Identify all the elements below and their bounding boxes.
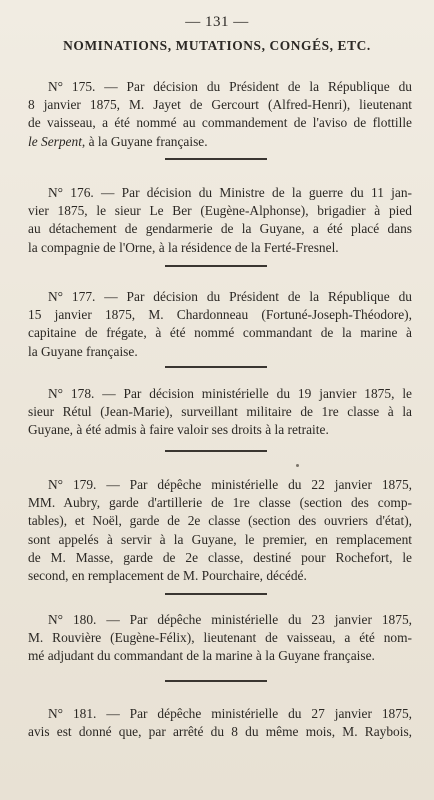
separator-rule bbox=[165, 593, 267, 595]
entry-line: N° 176. — Par décision du Ministre de la guerre du 11 jan- bbox=[48, 185, 412, 200]
separator-rule bbox=[165, 158, 267, 160]
separator-rule bbox=[165, 680, 267, 682]
separator-rule bbox=[165, 366, 267, 368]
entry-line bbox=[28, 133, 412, 151]
entry-line: la Guyane française. bbox=[28, 343, 138, 359]
entry-line: au détachement de gendarmerie de la Guyane, a été placé dans bbox=[28, 221, 412, 237]
entry-line: mé adjudant du commandant de la marine à la Guyane française. bbox=[28, 648, 375, 664]
entry-line: N° 181. — Par dépêche ministérielle du 27 janvier 1875, bbox=[48, 706, 412, 721]
page-number: — 131 — bbox=[185, 14, 249, 30]
entry-line: 8 janvier 1875, M. Jayet de Gercourt (Alfred-Henri), lieutenant bbox=[28, 97, 412, 113]
entry-line: second, en remplacement de M. Pourchaire, décédé. bbox=[28, 568, 307, 584]
entry-179 bbox=[28, 476, 412, 585]
page-title: NOMINATIONS, MUTATIONS, CONGÉS, ETC. bbox=[63, 38, 371, 53]
entry-line: MM. Aubry, garde d'artillerie de 1re classe (section des comp- bbox=[28, 495, 412, 511]
entry-line: tables), et Noël, garde de 2e classe (section des ouvriers d'état), bbox=[28, 513, 412, 529]
separator-rule bbox=[165, 450, 267, 452]
entry-line: capitaine de frégate, à été nommé commandant de la marine à bbox=[28, 325, 412, 341]
entry-181 bbox=[28, 705, 412, 741]
entry-line: de vaisseau, a été nommé au commandement de l'aviso de flottille bbox=[28, 115, 412, 131]
ship-name: le Serpent bbox=[28, 133, 82, 149]
entry-line: Guyane, à été admis à faire valoir ses droits à la retraite. bbox=[28, 422, 329, 438]
entry-line: sont appelés à servir à la Guyane, le premier, en remplacement bbox=[28, 531, 412, 547]
entry-177 bbox=[28, 288, 412, 361]
entry-line: sieur Rétul (Jean-Marie), surveillant militaire de 1re classe à la bbox=[28, 404, 412, 420]
entry-line: de M. Masse, garde de 2e classe, destiné pour Rochefort, le bbox=[28, 549, 412, 565]
separator-rule bbox=[165, 265, 267, 267]
entry-line: M. Rouvière (Eugène-Félix), lieutenant de vaisseau, a été nom- bbox=[28, 630, 412, 646]
entry-line: N° 179. — Par dépêche ministérielle du 22 janvier 1875, bbox=[48, 477, 412, 492]
entry-line: N° 178. — Par décision ministérielle du 19 janvier 1875, le bbox=[48, 386, 412, 401]
entry-line: N° 180. — Par dépêche ministérielle du 23 janvier 1875, bbox=[48, 612, 412, 627]
entry-line: 15 janvier 1875, M. Chardonneau (Fortuné-Joseph-Théodore), bbox=[28, 307, 412, 323]
entry-176 bbox=[28, 184, 412, 257]
entry-line: N° 175. — Par décision du Président de la République du bbox=[48, 79, 412, 94]
entry-line: vier 1875, le sieur Le Ber (Eugène-Alphonse), brigadier à pied bbox=[28, 203, 412, 219]
entry-175 bbox=[28, 78, 412, 151]
entry-180 bbox=[28, 611, 412, 666]
entry-line-tail: , à la Guyane française. bbox=[81, 133, 208, 149]
entry-178 bbox=[28, 385, 412, 440]
entry-line: la compagnie de l'Orne, à la résidence de la Ferté-Fresnel. bbox=[28, 239, 339, 255]
ink-speck bbox=[296, 464, 299, 467]
entry-line: avis est donné que, par arrêté du 8 du même mois, M. Raybois, bbox=[28, 724, 412, 740]
entry-line: N° 177. — Par décision du Président de la République du bbox=[48, 289, 412, 304]
